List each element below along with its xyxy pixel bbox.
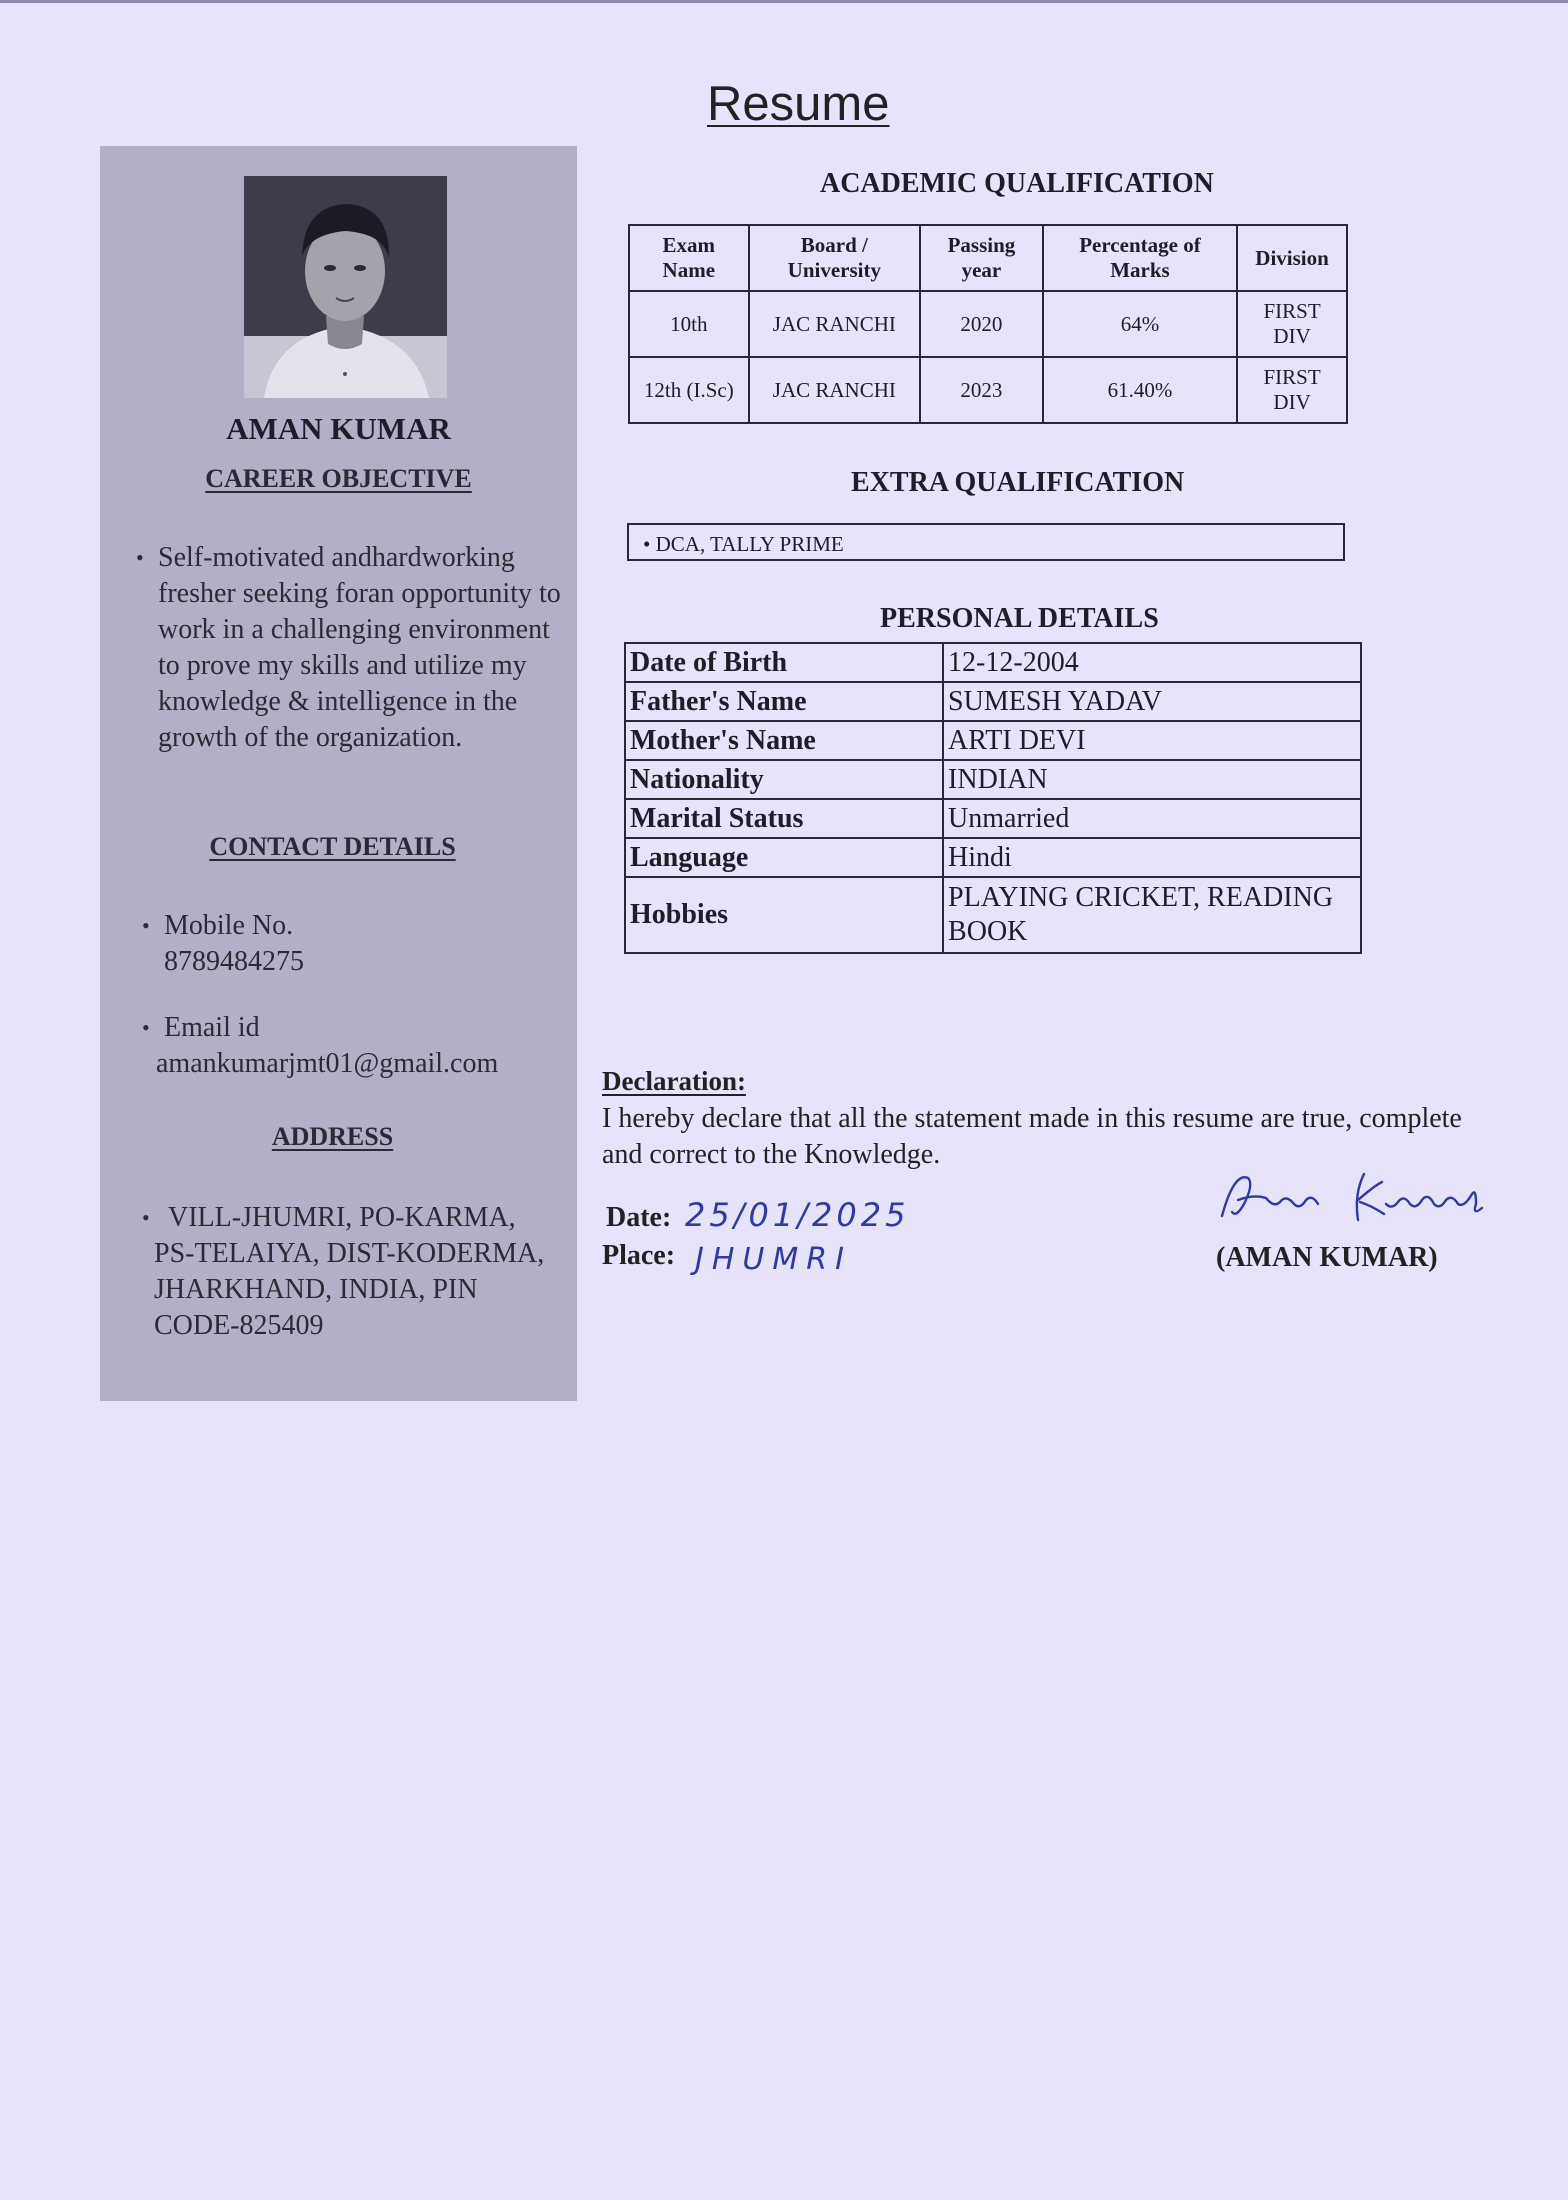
date-value: 25/01/2025 [685,1196,910,1234]
header-board: Board / University [749,225,921,291]
career-objective-heading: CAREER OBJECTIVE [205,464,472,493]
passing-year-cell: 2023 [920,357,1043,423]
detail-value: INDIAN [943,760,1361,799]
header-exam-name: Exam Name [629,225,749,291]
percentage-cell: 64% [1043,291,1237,357]
address-item [142,1200,549,1344]
header-percentage: Percentage of Marks [1043,225,1237,291]
board-cell: JAC RANCHI [749,291,921,357]
declaration-text: I hereby declare that all the statement made in this resume are true, complete and correct to the Knowledge. [602,1103,1462,1170]
detail-label: Language [625,838,943,877]
document-title: Resume [707,77,890,131]
division-cell: FIRST DIV [1237,291,1347,357]
exam-name-cell: 10th [629,291,749,357]
signer-name: (AMAN KUMAR) [1216,1242,1438,1273]
passing-year-cell: 2020 [920,291,1043,357]
email-address: amankumarjmt01@gmail.com [156,1048,499,1079]
detail-label: Date of Birth [625,643,943,682]
address-heading: ADDRESS [271,1122,394,1151]
contact-mobile-item [142,908,564,980]
header-passing-year: Passing year [920,225,1043,291]
academic-table [628,224,1348,424]
bullet-dot: • [136,545,144,570]
profile-photo [244,176,447,398]
detail-value: Unmarried [943,799,1361,838]
extra-qualification-heading: EXTRA QUALIFICATION [851,467,1185,498]
table-row [625,877,1361,953]
header-division: Division [1237,225,1347,291]
place-value: JHUMRI [695,1242,852,1277]
detail-value: SUMESH YADAV [943,682,1361,721]
detail-label: Marital Status [625,799,943,838]
email-label: Email id [164,1012,260,1043]
mobile-label: Mobile No. [164,910,294,941]
academic-header-row [629,225,1347,291]
extra-qualification-box: • DCA, TALLY PRIME [627,523,1345,561]
detail-label: Nationality [625,760,943,799]
division-cell: FIRST DIV [1237,357,1347,423]
detail-label: Mother's Name [625,721,943,760]
contact-email-item [142,1010,566,1082]
detail-label: Hobbies [625,877,943,953]
detail-value: 12-12-2004 [943,643,1361,682]
bullet-dot: • [142,1205,150,1230]
mobile-number: 8789484275 [164,946,304,977]
contact-details-heading: CONTACT DETAILS [209,832,456,861]
table-row [625,643,1361,682]
page-top-rule [0,0,1568,3]
table-row [625,721,1361,760]
career-objective-item [136,540,563,756]
table-row [625,682,1361,721]
academic-heading: ACADEMIC QUALIFICATION [820,168,1214,199]
career-objective-text: Self-motivated andhardworking fresher seeking foran opportunity to work in a challenging environment to prove my skills and utilize my knowledge & intelligence in the growth of the organization. [158,542,561,753]
table-row [629,357,1347,423]
percentage-cell: 61.40% [1043,357,1237,423]
detail-value: Hindi [943,838,1361,877]
candidate-name: AMAN KUMAR [226,411,451,446]
detail-label: Father's Name [625,682,943,721]
table-row [625,760,1361,799]
board-cell: JAC RANCHI [749,357,921,423]
bullet-dot: • [142,913,150,938]
signature-image [1214,1164,1494,1239]
detail-value: PLAYING CRICKET, READING BOOK [943,877,1361,953]
detail-value: ARTI DEVI [943,721,1361,760]
personal-details-heading: PERSONAL DETAILS [880,603,1159,634]
bullet-dot: • [142,1015,150,1040]
table-row [625,799,1361,838]
table-row [629,291,1347,357]
exam-name-cell: 12th (I.Sc) [629,357,749,423]
address-text: VILL-JHUMRI, PO-KARMA, PS-TELAIYA, DIST-KODERMA, JHARKHAND, INDIA, PIN CODE-825409 [154,1202,545,1341]
sidebar-panel [100,146,577,1401]
date-label: Date: [606,1202,672,1233]
personal-details-table [624,642,1362,954]
declaration-heading: Declaration: [602,1066,746,1096]
table-row [625,838,1361,877]
place-label: Place: [602,1240,676,1271]
